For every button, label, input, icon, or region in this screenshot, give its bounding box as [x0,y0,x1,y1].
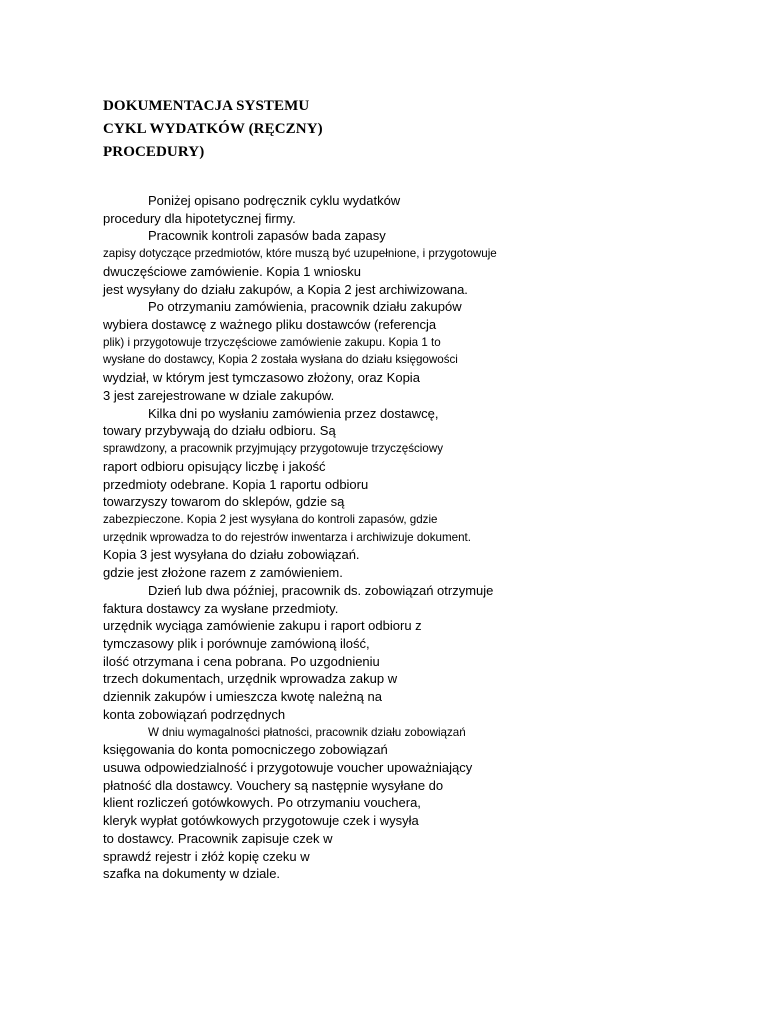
paragraph-line: zabezpieczone. Kopia 2 jest wysyłana do kontroli zapasów, gdzie [103,512,438,526]
paragraph-line: wysłane do dostawcy, Kopia 2 została wysłana do działu księgowości [103,353,458,367]
paragraph-line: sprawdzony, a pracownik przyjmujący przygotowuje trzyczęściowy [103,442,443,456]
paragraph-line: Kilka dni po wysłaniu zamówienia przez dostawcę, [148,405,439,421]
paragraph-line: dwuczęściowe zamówienie. Kopia 1 wniosku [103,263,361,279]
paragraph-line: towary przybywają do działu odbioru. Są [103,423,336,439]
paragraph-line: plik) i przygotowuje trzyczęściowe zamówienie zakupu. Kopia 1 to [103,335,441,349]
paragraph-line: jest wysyłany do działu zakupów, a Kopia 2 jest archiwizowana. [103,281,468,297]
paragraph-line: ilość otrzymana i cena pobrana. Po uzgodnieniu [103,653,380,669]
paragraph-line: Dzień lub dwa później, pracownik ds. zobowiązań otrzymuje [148,582,494,598]
paragraph-line: Poniżej opisano podręcznik cyklu wydatków [148,193,401,208]
paragraph-line: faktura dostawcy za wysłane przedmioty. [103,600,339,616]
paragraph-line: W dniu wymagalności płatności, pracownik działu zobowiązań [148,725,466,739]
paragraph-line: wydział, w którym jest tymczasowo złożony, oraz Kopia [103,370,420,386]
paragraph-line: sprawdź rejestr i złóż kopię czeku w [103,848,310,864]
paragraph-line: procedury dla hipotetycznej firmy. [103,210,296,226]
paragraph-line: klient rozliczeń gotówkowych. Po otrzymaniu vouchera, [103,795,421,811]
paragraph-line: kleryk wypłat gotówkowych przygotowuje czek i wysyła [103,813,419,829]
paragraph-line: Po otrzymaniu zamówienia, pracownik działu zakupów [148,299,462,315]
paragraph-line: księgowania do konta pomocniczego zobowiązań [103,742,388,758]
title-line: DOKUMENTACJA SYSTEMU [103,98,310,114]
paragraph-line: gdzie jest złożone razem z zamówieniem. [103,565,343,581]
paragraph-line: przedmioty odebrane. Kopia 1 raportu odbioru [103,476,369,492]
paragraph-line: szafka na dokumenty w dziale. [103,866,281,882]
paragraph-line: Kopia 3 jest wysyłana do działu zobowiązań. [103,547,360,563]
paragraph-line: usuwa odpowiedzialność i przygotowuje voucher upoważniający [103,760,473,775]
paragraph-line: płatność dla dostawcy. Vouchery są następnie wysyłane do [103,777,444,793]
paragraph-line: konta zobowiązań podrzędnych [103,706,286,722]
paragraph-line: urzędnik wprowadza to do rejestrów inwentarza i archiwizuje dokument. [103,530,471,544]
title-line: CYKL WYDATKÓW (RĘCZNY) [103,121,323,137]
paragraph-line: 3 jest zarejestrowane w dziale zakupów. [103,387,335,403]
document-body [103,192,743,883]
paragraph-line: to dostawcy. Pracownik zapisuje czek w [103,830,333,846]
paragraph-line: zapisy dotyczące przedmiotów, które muszą być uzupełnione, i przygotowuje [103,247,497,261]
paragraph-line: wybiera dostawcę z ważnego pliku dostawców (referencja [103,317,437,333]
paragraph-line: Pracownik kontroli zapasów bada zapasy [148,228,386,244]
paragraph-line: tymczasowy plik i porównuje zamówioną ilość, [103,635,370,651]
document-title [103,95,323,164]
paragraph-line: urzędnik wyciąga zamówienie zakupu i raport odbioru z [103,618,422,634]
title-line: PROCEDURY) [103,144,205,160]
paragraph-line: dziennik zakupów i umieszcza kwotę należną na [103,689,382,705]
paragraph-line: raport odbioru opisujący liczbę i jakość [103,458,326,474]
paragraph-line: trzech dokumentach, urzędnik wprowadza zakup w [103,671,398,687]
paragraph-line: towarzyszy towarom do sklepów, gdzie są [103,494,345,510]
